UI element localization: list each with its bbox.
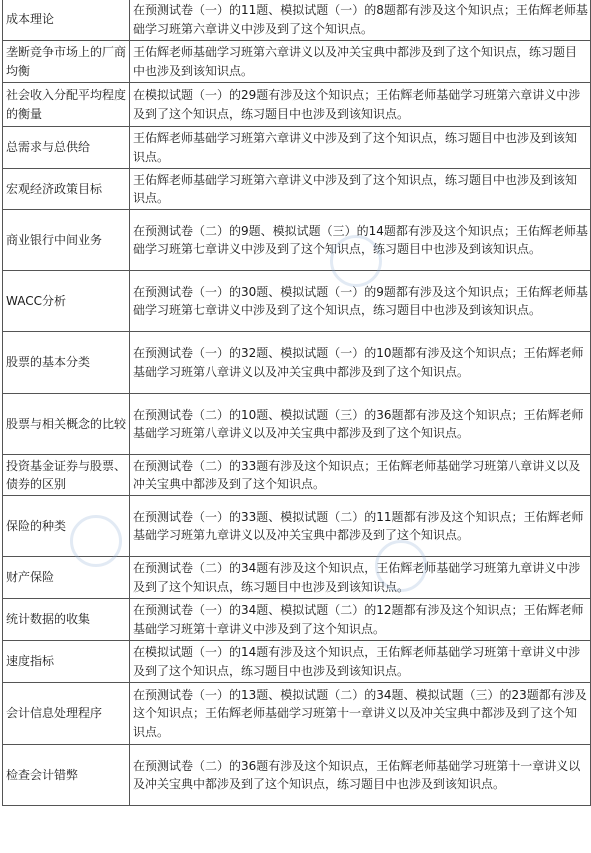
- table-row: [3, 455, 591, 496]
- topic-cell: 成本理论: [3, 0, 130, 41]
- description-cell: 在预测试卷（一）的32题、模拟试题（一）的10题都有涉及这个知识点；王佑辉老师基础学习班第八章讲义以及冲关宝典中都涉及到了这个知识点。: [130, 332, 591, 394]
- table-row: [3, 83, 591, 127]
- description-cell: 王佑辉老师基础学习班第六章讲义以及冲关宝典中都涉及到了这个知识点，练习题目中也涉及到该知识点。: [130, 41, 591, 83]
- description-cell: 在预测试卷（一）的34题、模拟试题（二）的12题都有涉及这个知识点；王佑辉老师基础学习班第十章讲义中涉及到了这个知识点。: [130, 599, 591, 641]
- description-cell: 在预测试卷（二）的34题有涉及这个知识点，王佑辉老师基础学习班第九章讲义中涉及到了这个知识点，练习题目中也涉及到该知识点。: [130, 557, 591, 599]
- topic-cell: 股票的基本分类: [3, 332, 130, 394]
- description-cell: 王佑辉老师基础学习班第六章讲义中涉及到了这个知识点，练习题目中也涉及到该知识点。: [130, 169, 591, 210]
- topic-cell: 垄断竞争市场上的厂商均衡: [3, 41, 130, 83]
- table-row: [3, 599, 591, 641]
- topic-cell: 股票与相关概念的比较: [3, 394, 130, 455]
- topic-cell: WACC分析: [3, 271, 130, 332]
- table-row: [3, 332, 591, 394]
- topic-cell: 社会收入分配平均程度的衡量: [3, 83, 130, 127]
- topic-cell: 投资基金证券与股票、债券的区别: [3, 455, 130, 496]
- topic-cell: 保险的种类: [3, 496, 130, 557]
- table-row: [3, 496, 591, 557]
- knowledge-point-table: [2, 0, 591, 806]
- topic-cell: 总需求与总供给: [3, 127, 130, 169]
- table-row: [3, 683, 591, 745]
- topic-cell: 检查会计错弊: [3, 745, 130, 806]
- topic-cell: 商业银行中间业务: [3, 210, 130, 271]
- table-row: [3, 745, 591, 806]
- description-cell: 在预测试卷（二）的33题有涉及这个知识点；王佑辉老师基础学习班第八章讲义以及冲关宝典中都涉及到了这个知识点。: [130, 455, 591, 496]
- topic-cell: 会计信息处理程序: [3, 683, 130, 745]
- description-cell: 在预测试卷（一）的33题、模拟试题（二）的11题都有涉及这个知识点；王佑辉老师基础学习班第九章讲义以及冲关宝典中都涉及到了这个知识点。: [130, 496, 591, 557]
- description-cell: 在预测试卷（一）的11题、模拟试题（一）的8题都有涉及这个知识点；王佑辉老师基础学习班第六章讲义中涉及到了这个知识点。: [130, 0, 591, 41]
- table-row: [3, 41, 591, 83]
- topic-cell: 统计数据的收集: [3, 599, 130, 641]
- description-cell: 在预测试卷（一）的13题、模拟试题（二）的34题、模拟试题（三）的23题都有涉及这个知识点；王佑辉老师基础学习班第十一章讲义以及冲关宝典中都涉及到了这个知识点。: [130, 683, 591, 745]
- table-row: [3, 169, 591, 210]
- table-row: [3, 210, 591, 271]
- topic-cell: 速度指标: [3, 641, 130, 683]
- table-row: [3, 271, 591, 332]
- table-row: [3, 0, 591, 41]
- table-row: [3, 557, 591, 599]
- description-cell: 在预测试卷（二）的36题有涉及这个知识点，王佑辉老师基础学习班第十一章讲义以及冲关宝典中都涉及到了这个知识点，练习题目中也涉及到该知识点。: [130, 745, 591, 806]
- description-cell: 在预测试卷（二）的9题、模拟试题（三）的14题都有涉及这个知识点；王佑辉老师基础学习班第七章讲义中涉及到了这个知识点，练习题目中也涉及到该知识点。: [130, 210, 591, 271]
- description-cell: 王佑辉老师基础学习班第六章讲义中涉及到了这个知识点，练习题目中也涉及到该知识点。: [130, 127, 591, 169]
- topic-cell: 财产保险: [3, 557, 130, 599]
- description-cell: 在预测试卷（二）的10题、模拟试题（三）的36题都有涉及这个知识点；王佑辉老师基础学习班第八章讲义以及冲关宝典中都涉及到了这个知识点。: [130, 394, 591, 455]
- table-row: [3, 641, 591, 683]
- description-cell: 在预测试卷（一）的30题、模拟试题（一）的9题都有涉及这个知识点；王佑辉老师基础学习班第七章讲义中涉及到了这个知识点，练习题目中也涉及到该知识点。: [130, 271, 591, 332]
- description-cell: 在模拟试题（一）的29题有涉及这个知识点；王佑辉老师基础学习班第六章讲义中涉及到了这个知识点，练习题目中也涉及到该知识点。: [130, 83, 591, 127]
- topic-cell: 宏观经济政策目标: [3, 169, 130, 210]
- table-row: [3, 127, 591, 169]
- table-row: [3, 394, 591, 455]
- description-cell: 在模拟试题（一）的14题有涉及这个知识点，王佑辉老师基础学习班第十章讲义中涉及到了这个知识点，练习题目中也涉及到该知识点。: [130, 641, 591, 683]
